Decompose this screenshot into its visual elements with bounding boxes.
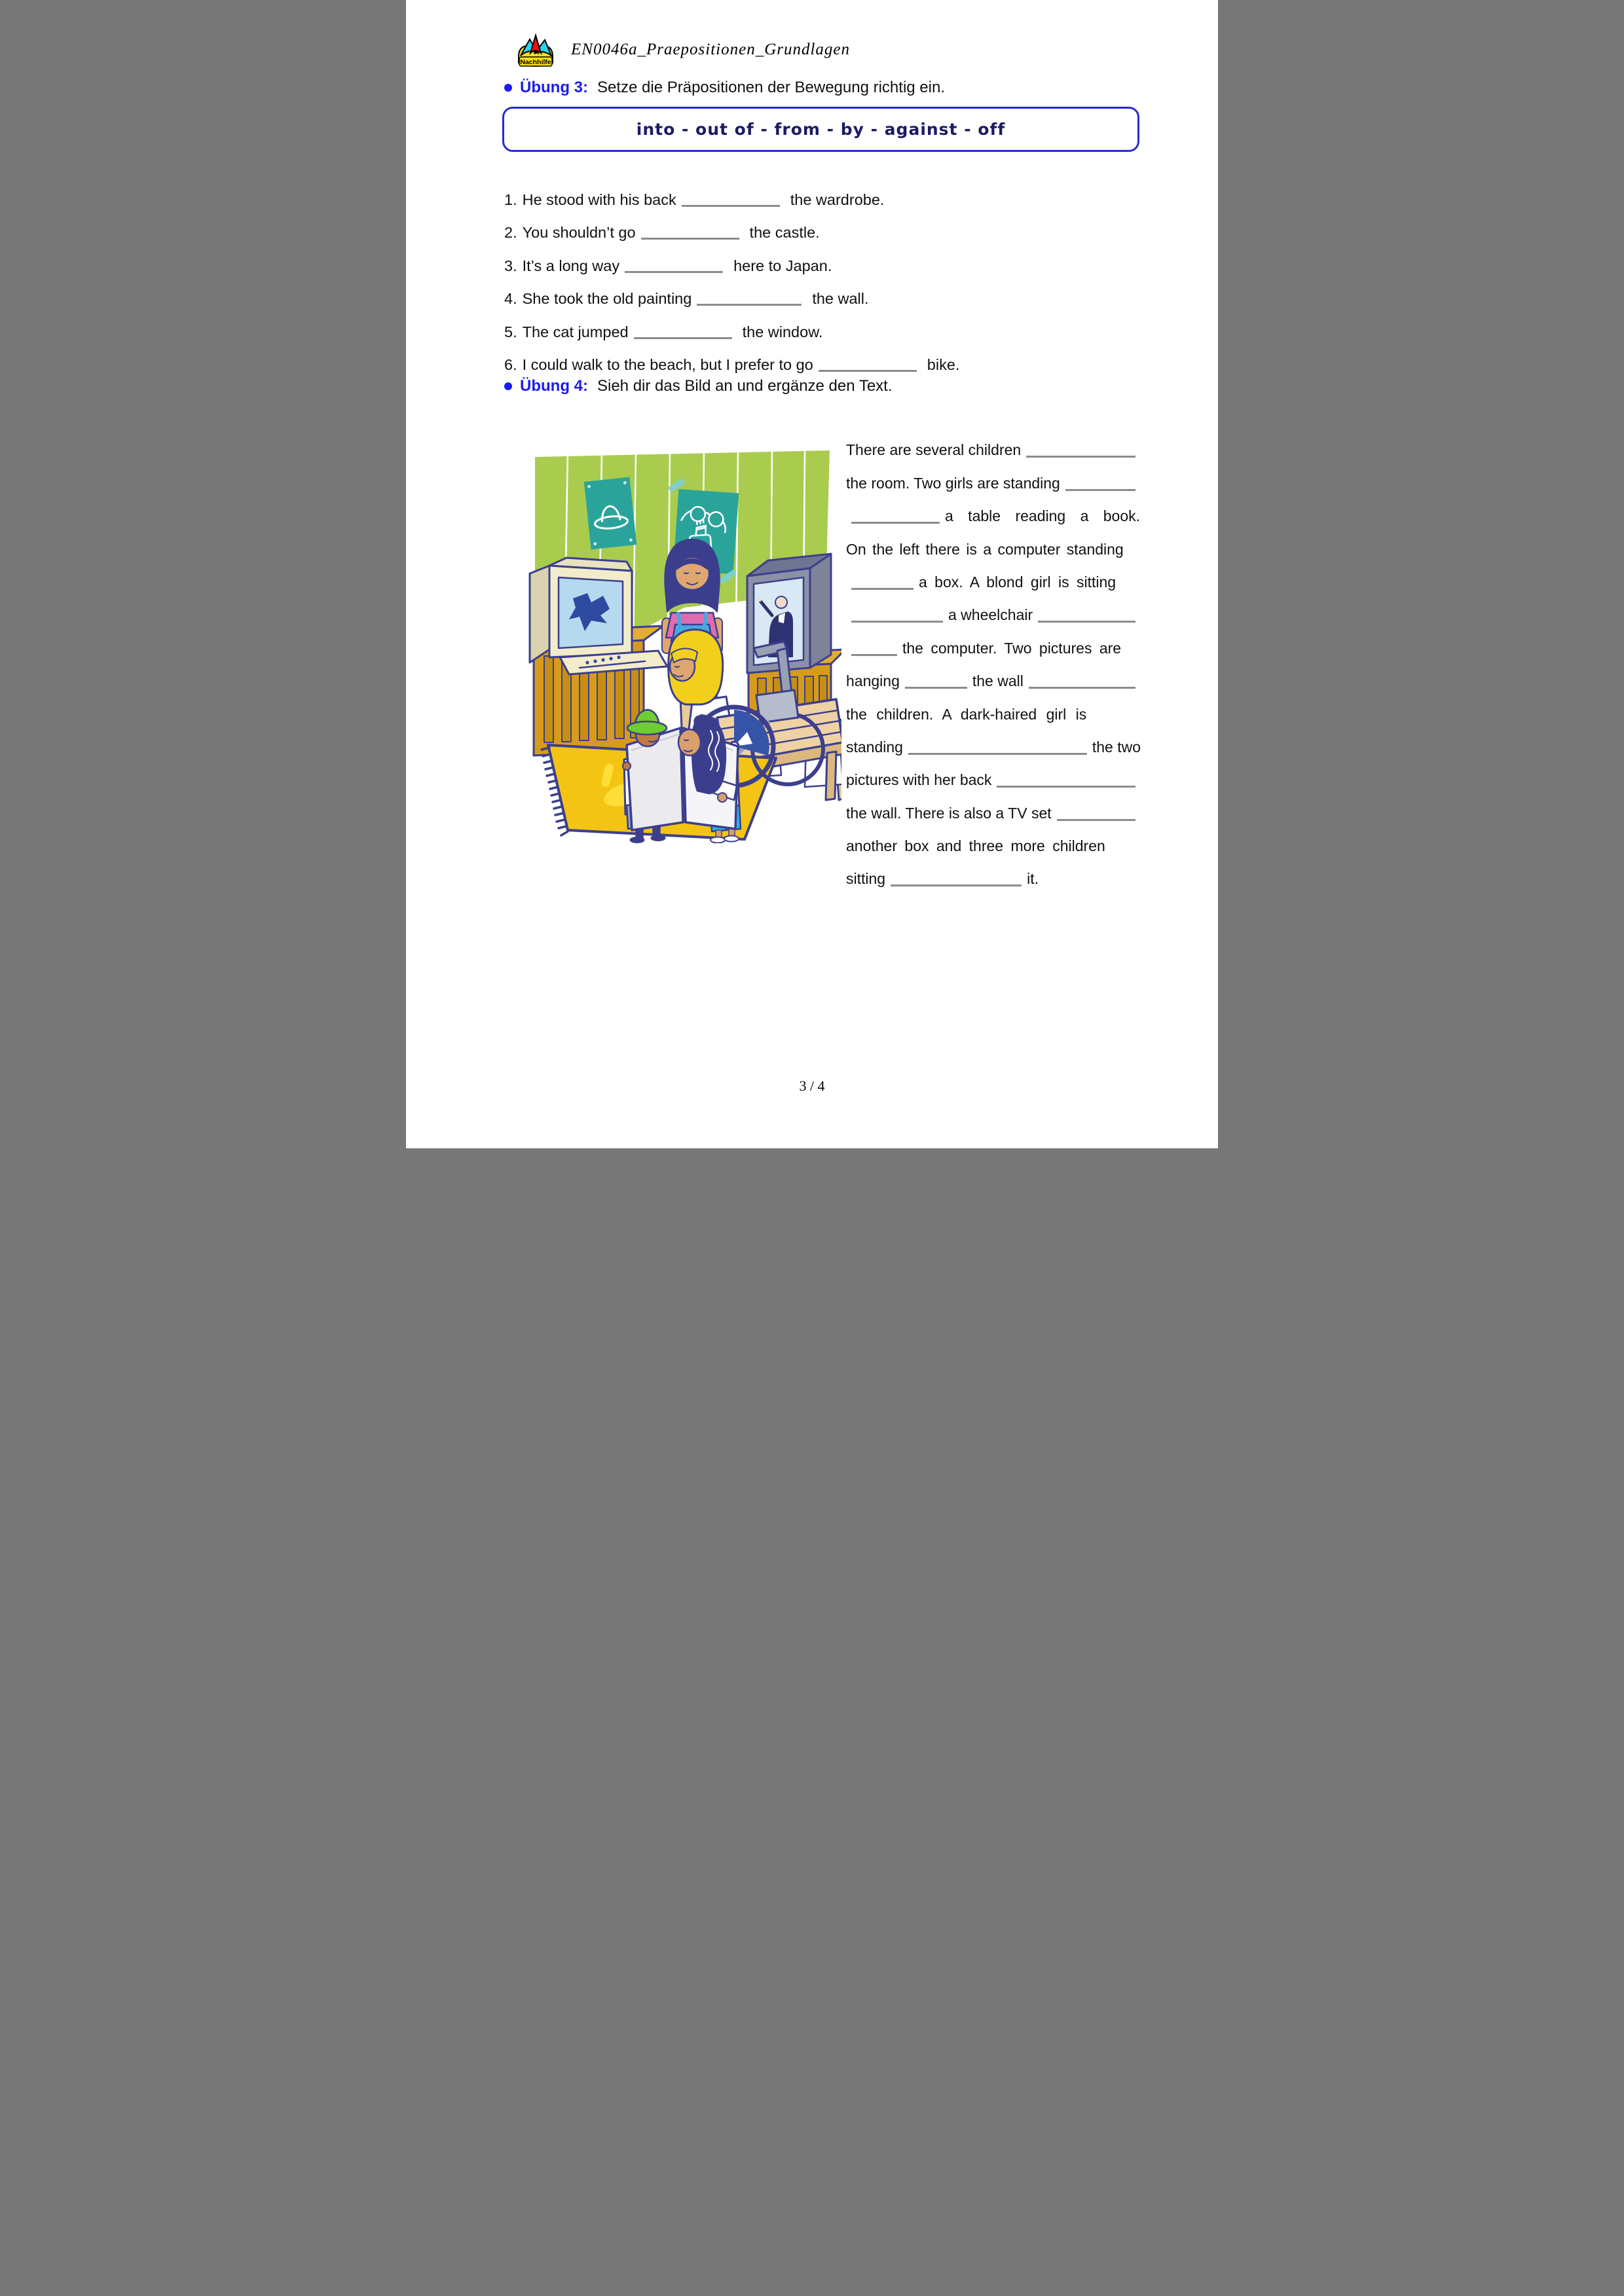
girl-hand [718, 793, 727, 802]
paragraph-text: another box and three more children [846, 837, 1105, 855]
bullet-icon [504, 84, 512, 92]
paragraph-text: sitting [846, 870, 886, 888]
answer-blank [851, 586, 913, 590]
paragraph-text: the computer. Two pictures are [902, 639, 1122, 657]
sentence-post: the wardrobe. [790, 191, 885, 208]
table-leg [826, 752, 836, 800]
sentence-pre: I could walk to the beach, but I prefer to go [522, 356, 813, 373]
sentence-number: 4. [504, 290, 517, 307]
paragraph-line [846, 627, 1141, 660]
fill-in-paragraph [846, 429, 1141, 891]
paragraph-text: pictures with her back [846, 771, 992, 789]
sentence-pre: You shouldn’t go [522, 224, 636, 241]
paragraph-line [846, 462, 1141, 495]
exercise3-sentences [504, 175, 1133, 374]
paragraph-line [846, 727, 1141, 759]
logo-text: Nachhilfe [520, 58, 551, 66]
sentence-post: the castle. [749, 224, 820, 241]
word-bank-text: into - out of - from - by - against - off [636, 120, 1006, 139]
paragraph-line [846, 528, 1141, 561]
sentence-pre: He stood with his back [522, 191, 676, 208]
worksheet-page [406, 0, 1218, 1148]
answer-blank [891, 883, 1022, 886]
paragraph-line [846, 792, 1141, 825]
paragraph-text: a table reading a book. [945, 507, 1141, 525]
paragraph-text: standing [846, 738, 903, 756]
sentence-row [504, 341, 1133, 374]
nachhilfe-logo [516, 33, 555, 73]
paragraph-line [846, 693, 1141, 726]
word-bank-box [502, 107, 1139, 152]
sentence-number: 6. [504, 356, 517, 373]
paragraph-text: hanging [846, 672, 900, 690]
sentence-pre: She took the old painting [522, 290, 692, 307]
room-illustration [527, 437, 841, 843]
sentence-number: 2. [504, 224, 517, 241]
paragraph-text: the wall. There is also a TV set [846, 804, 1052, 822]
document-title: EN0046a_Praepositionen_Grundlagen [571, 41, 851, 58]
paragraph-text: the wall [972, 672, 1024, 690]
paragraph-text: On the left there is a computer standing [846, 540, 1124, 558]
paragraph-text: a wheelchair [948, 606, 1033, 624]
paragraph-text: a box. A blond girl is sitting [919, 573, 1116, 591]
sentence-row [504, 275, 1133, 308]
paragraph-text: it. [1027, 870, 1039, 888]
paragraph-line [846, 496, 1141, 528]
sentence-post: the wall. [812, 290, 869, 307]
exercise3-instruction: Setze die Präpositionen der Bewegung richtig ein. [597, 79, 945, 96]
answer-blank [1065, 487, 1135, 491]
answer-blank [1057, 817, 1135, 821]
exercise3-label: Übung 3: [520, 79, 588, 96]
answer-blank [625, 269, 723, 273]
paragraph-line [846, 562, 1141, 594]
paragraph-line [846, 429, 1141, 462]
paragraph-text: the children. A dark-haired girl is [846, 705, 1087, 723]
answer-blank [851, 520, 940, 524]
paragraph-line [846, 661, 1141, 693]
poster-with-hat [584, 477, 637, 550]
answer-blank [697, 302, 802, 306]
sentence-row [504, 242, 1133, 275]
sentence-number: 3. [504, 257, 517, 274]
paragraph-line [846, 594, 1141, 627]
exercise3-heading [504, 79, 945, 97]
answer-blank [851, 619, 943, 623]
answer-blank [851, 652, 897, 656]
exercise4-instruction: Sieh dir das Bild an und ergänze den Text. [597, 377, 893, 395]
page-number: 3 / 4 [799, 1078, 825, 1094]
sneaker [724, 836, 739, 842]
answer-blank [997, 784, 1135, 788]
bullet-icon [504, 382, 512, 390]
exercise4-heading [504, 377, 893, 395]
paragraph-text: the two [1092, 738, 1141, 756]
paragraph-line [846, 759, 1141, 792]
answer-blank [819, 368, 917, 372]
paragraph-text: There are several children [846, 441, 1022, 459]
answer-blank [1038, 619, 1135, 623]
answer-blank [682, 203, 780, 207]
answer-blank [1026, 454, 1135, 458]
sentence-row [504, 175, 1133, 209]
answer-blank [1029, 685, 1135, 689]
sentence-post: here to Japan. [733, 257, 832, 274]
answer-blank [641, 236, 739, 240]
boy-hand [623, 762, 631, 770]
answer-blank [634, 335, 732, 339]
paragraph-text: the room. Two girls are standing [846, 474, 1060, 492]
sentence-row [504, 308, 1133, 341]
sentence-row [504, 209, 1133, 242]
sneaker [710, 837, 725, 843]
answer-blank [905, 685, 967, 689]
sentence-number: 5. [504, 323, 517, 340]
exercise4-label: Übung 4: [520, 377, 588, 395]
sentence-pre: It’s a long way [522, 257, 620, 274]
sentence-post: the window. [742, 323, 823, 340]
answer-blank [908, 751, 1087, 755]
paragraph-line [846, 858, 1141, 891]
sentence-post: bike. [927, 356, 960, 373]
paragraph-line [846, 826, 1141, 858]
sentence-number: 1. [504, 191, 517, 208]
sentence-pre: The cat jumped [522, 323, 629, 340]
